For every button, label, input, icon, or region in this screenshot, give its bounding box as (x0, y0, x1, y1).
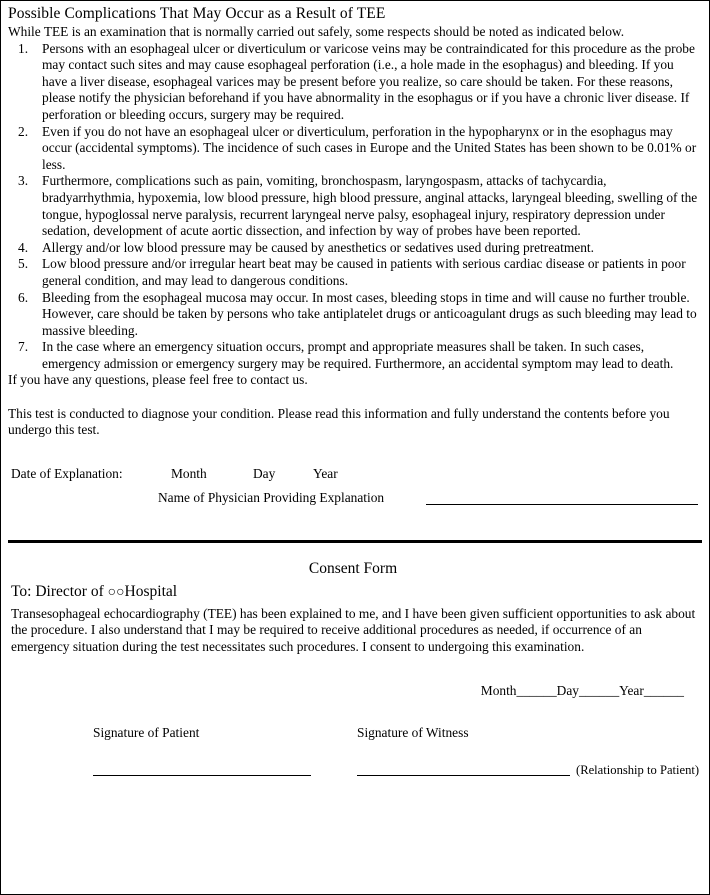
list-item-number: 1. (18, 40, 29, 56)
signature-lines-row (8, 763, 702, 785)
consent-date-fields[interactable]: Month______Day______Year______ (480, 682, 684, 698)
list-item-text: Persons with an esophageal ulcer or diverticulum or varicose veins may be contraindicated for this procedure as the probe may contact such sites and may cause esophageal perforation (i.e., a hole made in the esophagus) and bleeding. If you have a liver disease, esophageal varices may be present before you realize, so care should be taken. For these reasons, please notify the physician beforehand if you have abnormality in the esophagus or if you have a chronic liver disease. If perforation or bleeding occurs, surgery may be required. (42, 40, 695, 122)
list-item (8, 339, 702, 372)
explanation-date-row (8, 466, 702, 486)
patient-signature-line[interactable] (93, 775, 311, 776)
list-item-text: Low blood pressure and/or irregular heart beat may be caused in patients with serious cardiac disease or patients in poor general condition, and may lead to dangerous conditions. (42, 256, 686, 288)
page-title: Possible Complications That May Occur as a Result of TEE (8, 5, 386, 22)
list-item-number: 6. (18, 289, 29, 305)
signature-of-witness-label: Signature of Witness (357, 724, 469, 740)
list-item-number: 3. (18, 173, 29, 189)
list-item (8, 240, 702, 257)
director-addressee-line (11, 582, 702, 603)
physician-name-label: Name of Physician Providing Explanation (158, 489, 385, 505)
list-item (8, 173, 702, 239)
list-item-text: Even if you do not have an esophageal ulcer or diverticulum, perforation in the hypopharynx or in the esophagus may occur (accidental symptoms). The incidence of such cases in Europe and the United States has been shown to be 0.01% or less. (42, 123, 697, 172)
consent-date-row (8, 683, 702, 703)
closing-paragraph: This test is conducted to diagnose your condition. Please read this information and fully understand the contents before you undergo this test. (8, 405, 670, 438)
consent-form-heading: Consent Form (308, 559, 398, 577)
physician-name-row (8, 490, 702, 512)
list-item-number: 4. (18, 239, 29, 255)
director-suffix-text: Hospital (124, 582, 178, 600)
paragraph-spacer (8, 389, 702, 406)
signature-of-patient-label: Signature of Patient (93, 724, 200, 740)
contact-note: If you have any questions, please feel free to contact us. (8, 372, 308, 388)
complications-list (8, 41, 702, 373)
section-divider (8, 540, 702, 543)
list-item-text: Furthermore, complications such as pain, vomiting, bronchospasm, laryngospasm, attacks of tachycardia, bradyarrhythmia, hypoxemia, low blood pressure, high blood pressure, anginal attacks, laryngeal bleeding, swelling of the tongue, hypoglossal nerve paralysis, recurrent laryngeal nerve palsy, esophageal injury, respiratory depression under sedation, development of acute aortic dissection, and infection by way of probes have been reported. (42, 173, 698, 239)
consent-body-paragraph: Transesophageal echocardiography (TEE) has been explained to me, and I have been given sufficient opportunities to ask about the procedure. I also understand that I may be required to receive additional procedures as needed, if occurrence of an emergency situation during the test necessitates such procedures. I consent to undergoing this examination. (11, 605, 696, 655)
list-item-number: 2. (18, 123, 29, 139)
list-item (8, 124, 702, 174)
document-content (8, 4, 702, 785)
hospital-name-placeholder-circles: ○○ (107, 584, 125, 600)
list-item-text: Allergy and/or low blood pressure may be caused by anesthetics or sedatives used during pretreatment. (42, 239, 594, 255)
date-of-explanation-label: Date of Explanation: (11, 465, 123, 481)
director-prefix-text: To: Director of (11, 582, 108, 600)
explanation-date-block (8, 466, 702, 514)
witness-signature-line[interactable] (357, 775, 570, 776)
explanation-day-field[interactable]: Day (253, 465, 276, 481)
signature-labels-row (8, 725, 702, 745)
list-item (8, 290, 702, 340)
list-item (8, 256, 702, 289)
physician-name-input-line[interactable] (426, 504, 698, 505)
explanation-month-field[interactable]: Month (171, 465, 207, 481)
list-item-number: 7. (18, 339, 29, 355)
relationship-to-patient-note: (Relationship to Patient) (576, 762, 700, 777)
explanation-year-field[interactable]: Year (313, 465, 338, 481)
list-item-text: In the case where an emergency situation occurs, prompt and appropriate measures shall be taken. In such cases, emergency admission or emergency surgery may be required. Furthermore, an accidental symptom may lead to death. (42, 339, 674, 371)
list-item-number: 5. (18, 256, 29, 272)
list-item (8, 41, 702, 124)
list-item-text: Bleeding from the esophageal mucosa may occur. In most cases, bleeding stops in time and will cause no further trouble. However, care should be taken by persons who take antiplatelet drugs or anticoagulant drugs as such bleeding may lead to massive bleeding. (42, 289, 697, 338)
lead-paragraph: While TEE is an examination that is normally carried out safely, some respects should be noted as indicated below. (8, 24, 625, 39)
